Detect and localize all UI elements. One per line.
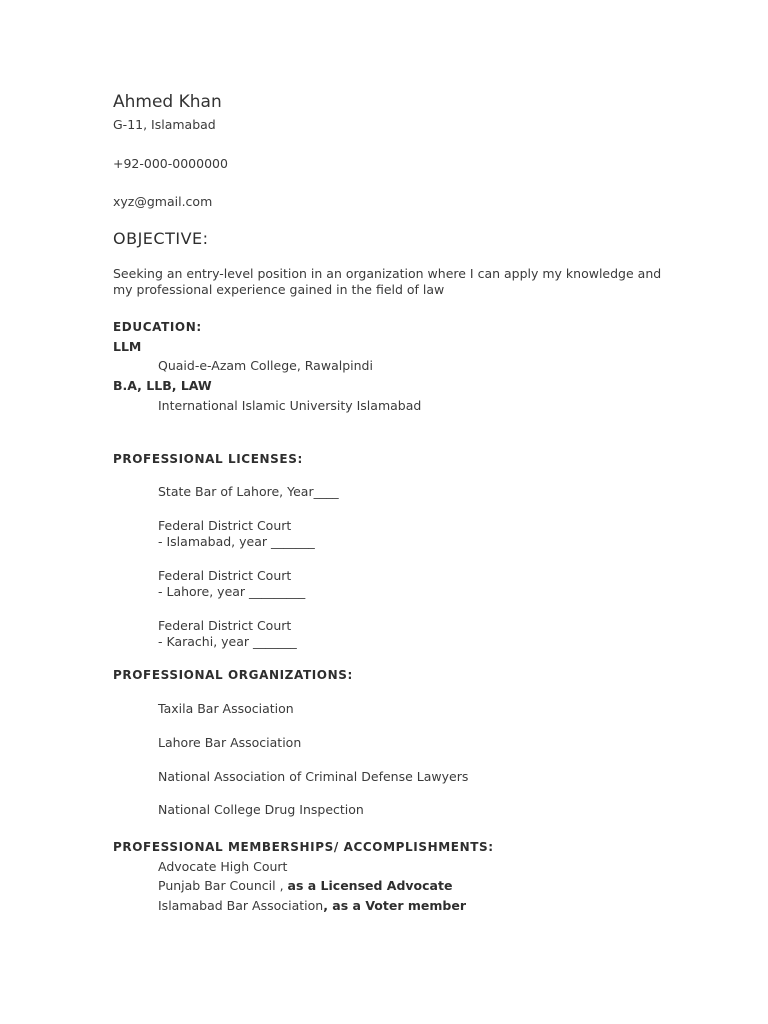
license-item: Federal District Court: [158, 568, 292, 583]
degree-ba-llb: B.A, LLB, LAW: [113, 378, 212, 393]
objective-text: Seeking an entry-level position in an organization where I can apply my knowledge and my professional experience gained in the field of law: [113, 266, 662, 297]
candidate-name: Ahmed Khan: [113, 92, 222, 112]
licenses-heading: PROFESSIONAL LICENSES:: [113, 452, 303, 466]
degree-llm: LLM: [113, 339, 142, 354]
membership-role: as a Licensed Advocate: [287, 878, 453, 893]
membership-item: [158, 859, 287, 874]
membership-role: , as a Voter member: [323, 898, 466, 913]
address: G-11, Islamabad: [113, 117, 216, 132]
license-item-detail: - Karachi, year _______: [158, 634, 297, 649]
email-address: xyz@gmail.com: [113, 194, 213, 209]
membership-text: Advocate High Court: [158, 859, 288, 874]
organizations-heading: PROFESSIONAL ORGANIZATIONS:: [113, 668, 353, 682]
license-item: Federal District Court: [158, 518, 292, 533]
memberships-heading: PROFESSIONAL MEMBERSHIPS/ ACCOMPLISHMENTS:: [113, 840, 494, 854]
objective-heading: OBJECTIVE:: [113, 229, 209, 248]
institution-ba-llb: International Islamic University Islamabad: [158, 398, 422, 413]
organization-item: Taxila Bar Association: [158, 701, 294, 716]
organization-item: National Association of Criminal Defense Lawyers: [158, 769, 469, 784]
education-heading: EDUCATION:: [113, 320, 202, 334]
membership-item: [158, 898, 466, 913]
membership-text: Punjab Bar Council ,: [158, 878, 288, 893]
membership-item: [158, 878, 452, 893]
license-item: Federal District Court: [158, 618, 292, 633]
organization-item: National College Drug Inspection: [158, 802, 364, 817]
license-item: State Bar of Lahore, Year____: [158, 484, 339, 499]
membership-text: Islamabad Bar Association: [158, 898, 324, 913]
phone-number: +92-000-0000000: [113, 156, 228, 171]
license-item-detail: - Lahore, year _________: [158, 584, 306, 599]
organization-item: Lahore Bar Association: [158, 735, 302, 750]
institution-llm: Quaid-e-Azam College, Rawalpindi: [158, 358, 373, 373]
license-item-detail: - Islamabad, year _______: [158, 534, 315, 549]
